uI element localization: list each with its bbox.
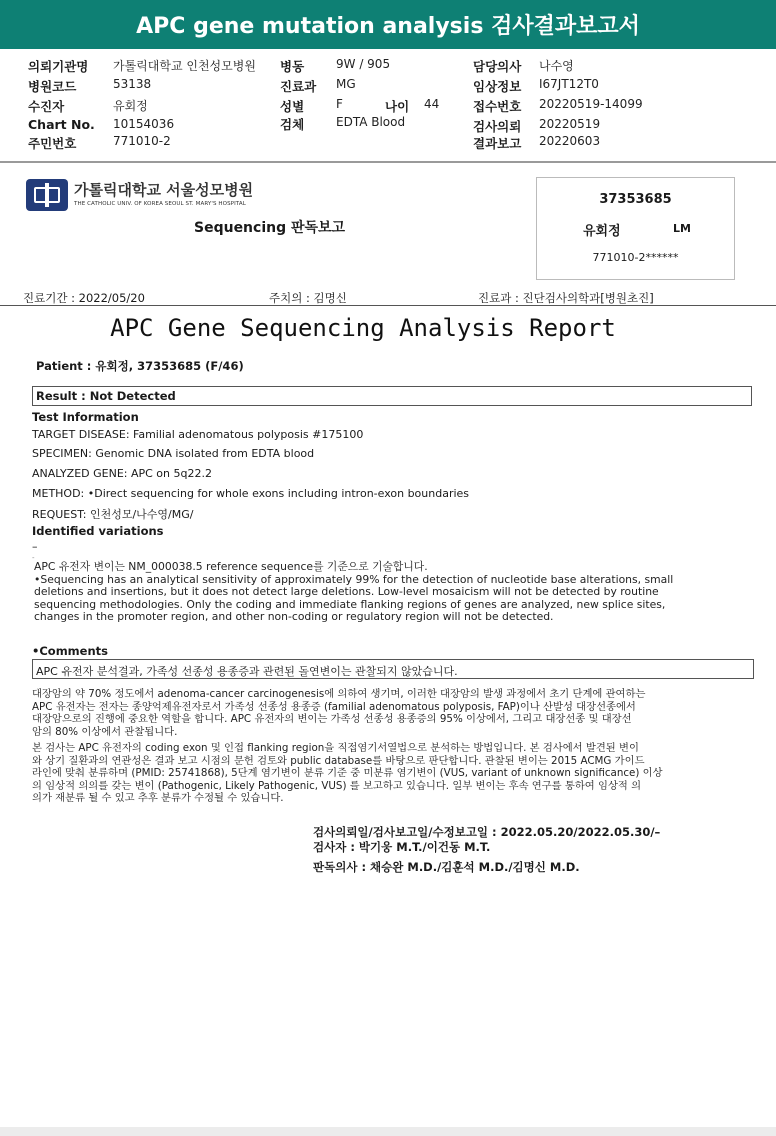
receipt-no-label: 접수번호 [473, 99, 522, 114]
patient-id: 37353685 [599, 192, 672, 207]
identified-heading: Identified variations [32, 524, 164, 538]
method-line: METHOD: •Direct sequencing for whole exons including intron-exon boundaries [32, 487, 470, 500]
hospital-code-label: 병원코드 [28, 79, 77, 94]
comments-heading: •Comments [32, 644, 108, 658]
specimen-value: EDTA Blood [336, 115, 406, 129]
ward-label: 병동 [280, 59, 305, 74]
report-date-label: 결과보고 [473, 136, 522, 151]
hospital-label: 의뢰기관명 [28, 59, 89, 74]
hospital-emblem-icon [26, 179, 68, 211]
visit-line [0, 290, 776, 306]
specimen-line: SPECIMEN: Genomic DNA isolated from EDTA blood [32, 447, 315, 460]
target-disease: TARGET DISEASE: Familial adenomatous polyposis #175100 [32, 428, 364, 441]
clinical-info-label: 임상정보 [473, 79, 522, 94]
background-paragraph: 대장암의 약 70% 정도에서 adenoma-cancer carcinogenesis에 의하여 생기며, 이러한 대장암의 발생 과정에서 초기 단계에 관여하는 APC 유전자는 전자는 종양억제유전자로서 가족성 선종성 용종증 (familial adenomatous polyposis, FAP)이나 산발성 대장선종에서 대장암으로의 진행에 중요한 역할을 합니다. APC 유전자의 변이는 가족성 선종성 용종증의 95% 이상에서, 그리고 대장선종 및 대장선 암의 80% 이상에서 관찰됩니다. [32, 688, 646, 738]
age-label: 나이 [385, 99, 410, 114]
request-date-label: 검사의뢰 [473, 119, 522, 134]
sign-dates: 검사의뢰일/검사보고일/수정보고일 : 2022.05.20/2022.05.30/– [313, 825, 661, 839]
hospital-subname: THE CATHOLIC UNIV. OF KOREA SEOUL ST. MARY'S HOSPITAL [74, 201, 246, 207]
receipt-no-value: 20220519-14099 [539, 97, 643, 111]
method-paragraph: 본 검사는 APC 유전자의 coding exon 및 인접 flanking region을 직접염기서열법으로 분석하는 방법입니다. 본 검사에서 발견된 변이 와 상기 질환과의 연관성은 결과 보고 시점의 문헌 검토와 public database를 바탕으로 판단합니다. 관찰된 변이는 2015 ACMG 가이드 라인에 맞춰 분류하며 (PMID: 25741868), 5단계 염기변이 분류 기준 중 미분류 염기변이 (VUS, variant of unknown significance) 이상 의 임상적 의의를 갖는 변이 (Pathogenic, Likely Pathogenic, VUS) 를 보고하고 있습니다. 일부 변이는 후속 연구를 통하여 임상적 의 의가 재분류 될 수 있고 추후 분류가 수정될 수 있습니다. [32, 742, 663, 804]
report-banner [0, 0, 776, 49]
hospital-code-value: 53138 [113, 77, 152, 91]
sex-value: F [336, 97, 343, 111]
rrn-value: 771010-2 [113, 134, 171, 148]
chart-no-label: Chart No. [28, 117, 95, 132]
hospital-value: 가톨릭대학교 인천성모병원 [113, 59, 256, 73]
visit-doctor: 주치의 : 김명신 [269, 291, 347, 305]
sign-tester: 검사자 : 박기웅 M.T./이건동 M.T. [313, 840, 491, 854]
patient-id-box [536, 177, 735, 280]
separator-mark: - [32, 554, 35, 562]
comment-text: APC 유전자 분석결과, 가족성 선종성 용종증과 관련된 돌연변이는 관찰되지 않았습니다. [36, 665, 458, 678]
doctor-label: 담당의사 [473, 59, 522, 74]
doctor-value: 나수영 [539, 59, 574, 73]
dept-label: 진료과 [280, 79, 317, 94]
rrn-label: 주민번호 [28, 136, 77, 151]
hospital-logo [26, 179, 256, 213]
identified-value: – [32, 540, 38, 553]
analyzed-gene: ANALYZED GENE: APC on 5q22.2 [32, 467, 212, 480]
result-text: Result : Not Detected [36, 389, 176, 403]
patient-name: 유회정 [583, 224, 621, 239]
chart-no-value: 10154036 [113, 117, 175, 131]
visit-period: 진료기간 : 2022/05/20 [23, 291, 145, 305]
hospital-name: 가톨릭대학교 서울성모병원 [74, 181, 254, 199]
footer-bar [0, 1127, 776, 1136]
age-value: 44 [424, 97, 440, 111]
clinical-info-value: I67JT12T0 [539, 77, 599, 91]
sign-doctor: 판독의사 : 채승완 M.D./김훈석 M.D./김명신 M.D. [313, 860, 580, 874]
dept-value: MG [336, 77, 356, 91]
comment-box [32, 659, 754, 679]
banner-title: APC gene mutation analysis 검사결과보고서 [136, 14, 640, 39]
patient-rrn: 771010-2****** [592, 251, 679, 264]
patient-header [0, 49, 776, 163]
patient-label: 수진자 [28, 99, 65, 114]
request-line: REQUEST: 인천성모/나수영/MG/ [32, 508, 194, 521]
report-date-value: 20220603 [539, 134, 601, 148]
test-info-heading: Test Information [32, 410, 139, 424]
result-box [32, 386, 752, 406]
specimen-label: 검체 [280, 117, 305, 132]
request-date-value: 20220519 [539, 117, 601, 131]
method-note: APC 유전자 변이는 NM_000038.5 reference sequence를 기준으로 기술합니다. •Sequencing has an analytical sensitivity of approximately 99% for the detection of nucleotide base alterations, small deletions and insertions, but it does not detect large deletions. Low-level mosaicism will not be detected by routine sequencing methodologies. Only the coding and immediate flanking regions of genes are analyzed, new splice sites, changes in the promoter region, and other non-coding or regulatory region will not be detected. [34, 560, 674, 623]
document-title: Sequencing 판독보고 [194, 220, 346, 236]
patient-value: 유회정 [113, 99, 148, 113]
sex-label: 성별 [280, 99, 305, 114]
ward-value: 9W / 905 [336, 57, 391, 71]
visit-dept: 진료과 : 진단검사의학과[병원초진] [478, 291, 654, 305]
patient-tag: LM [673, 222, 691, 235]
report-title: APC Gene Sequencing Analysis Report [110, 314, 616, 342]
report-patient: Patient : 유회정, 37353685 (F/46) [36, 359, 244, 373]
